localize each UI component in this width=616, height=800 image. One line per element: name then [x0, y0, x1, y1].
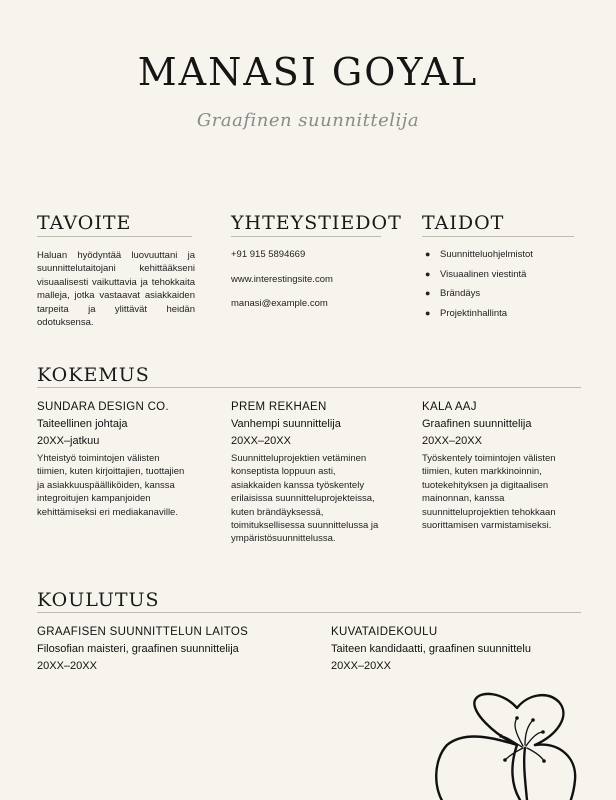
- skills-heading: TAIDOT: [422, 212, 505, 234]
- job-description: Yhteistyö toimintojen välisten tiimien, kuten kirjoittajien, tuottajien ja asiakkuuspäälliköiden, kanssa integroitujen kampanjoiden kehittämiseksi eri mediakanaville.: [37, 453, 185, 518]
- job-dates: 20XX–20XX: [422, 435, 482, 447]
- skill-label: Brändäys: [440, 288, 481, 299]
- skill-label: Suunnitteluohjelmistot: [440, 249, 533, 260]
- education-heading: KOULUTUS: [37, 589, 160, 611]
- experience-heading: KOKEMUS: [37, 364, 150, 386]
- skill-item: [422, 288, 533, 308]
- job-role: Taiteellinen johtaja: [37, 418, 128, 430]
- bullet-icon: ●: [425, 268, 431, 279]
- job-employer: KALA AAJ: [422, 401, 477, 413]
- bullet-icon: ●: [425, 288, 431, 298]
- contact-divider: [231, 236, 381, 237]
- objective-heading: TAVOITE: [37, 212, 132, 234]
- skill-label: Projektinhallinta: [440, 307, 508, 319]
- job-employer: SUNDARA DESIGN CO.: [37, 401, 169, 413]
- objective-text: Haluan hyödyntää luovuuttani ja suunnittelutaitojani kehittääkseni visuaalisesti vaikuttavia ja tehokkaita malleja, jotka vastaavat asiakkaiden tarpeita ja ylittävät heidän odotuksensa.: [37, 250, 195, 329]
- resume-job-title: Graafinen suunnittelija: [196, 110, 420, 131]
- skill-item: [422, 308, 533, 328]
- experience-divider: [37, 387, 581, 388]
- job-role: Vanhempi suunnittelija: [231, 418, 341, 430]
- bullet-icon: ●: [425, 249, 431, 259]
- school-name: KUVATAIDEKOULU: [331, 626, 438, 638]
- contact-heading: YHTEYSTIEDOT: [231, 212, 402, 234]
- job-role: Graafinen suunnittelija: [422, 418, 532, 430]
- school-name: GRAAFISEN SUUNNITTELUN LAITOS: [37, 626, 249, 638]
- school-degree: Filosofian maisteri, graafinen suunnittelija: [37, 643, 239, 655]
- flower-illustration-icon: [425, 690, 585, 800]
- skills-divider: [422, 236, 574, 237]
- contact-phone: +91 915 5894669: [231, 249, 306, 260]
- job-dates: 20XX–jatkuu: [37, 435, 100, 447]
- job-dates: 20XX–20XX: [231, 435, 291, 447]
- skill-label: Visuaalinen viestintä: [440, 268, 527, 280]
- objective-divider: [37, 236, 192, 237]
- education-divider: [37, 612, 581, 613]
- contact-website: www.interestingsite.com: [231, 274, 333, 285]
- job-description: Työskentely toimintojen välisten tiimien, kuten markkinoinnin, tuotekehityksen ja digitaalisen mainonnan, kanssa suunnitteluprojektien tehokkaan suorittamisen varmistamiseksi.: [422, 453, 556, 532]
- school-degree: Taiteen kandidaatti, graafinen suunnittelu: [331, 643, 531, 655]
- school-dates: 20XX–20XX: [331, 660, 391, 672]
- skill-item: [422, 269, 533, 289]
- resume-name: MANASI GOYAL: [137, 50, 479, 94]
- skill-item: [422, 249, 533, 269]
- job-employer: PREM REKHAEN: [231, 401, 327, 413]
- bullet-icon: ●: [425, 307, 431, 318]
- contact-email: manasi@example.com: [231, 298, 328, 309]
- job-description: Suunnitteluprojektien vetäminen konseptista loppuun asti, asiakkaiden kanssa työskentely erilaisissa suunnitteluprojekteissa, kuten brändäyksessä, toimituksellisessa suunnittelussa ja ympäristösuunnittelussa.: [231, 453, 379, 545]
- school-dates: 20XX–20XX: [37, 660, 97, 672]
- skills-list: [422, 249, 533, 327]
